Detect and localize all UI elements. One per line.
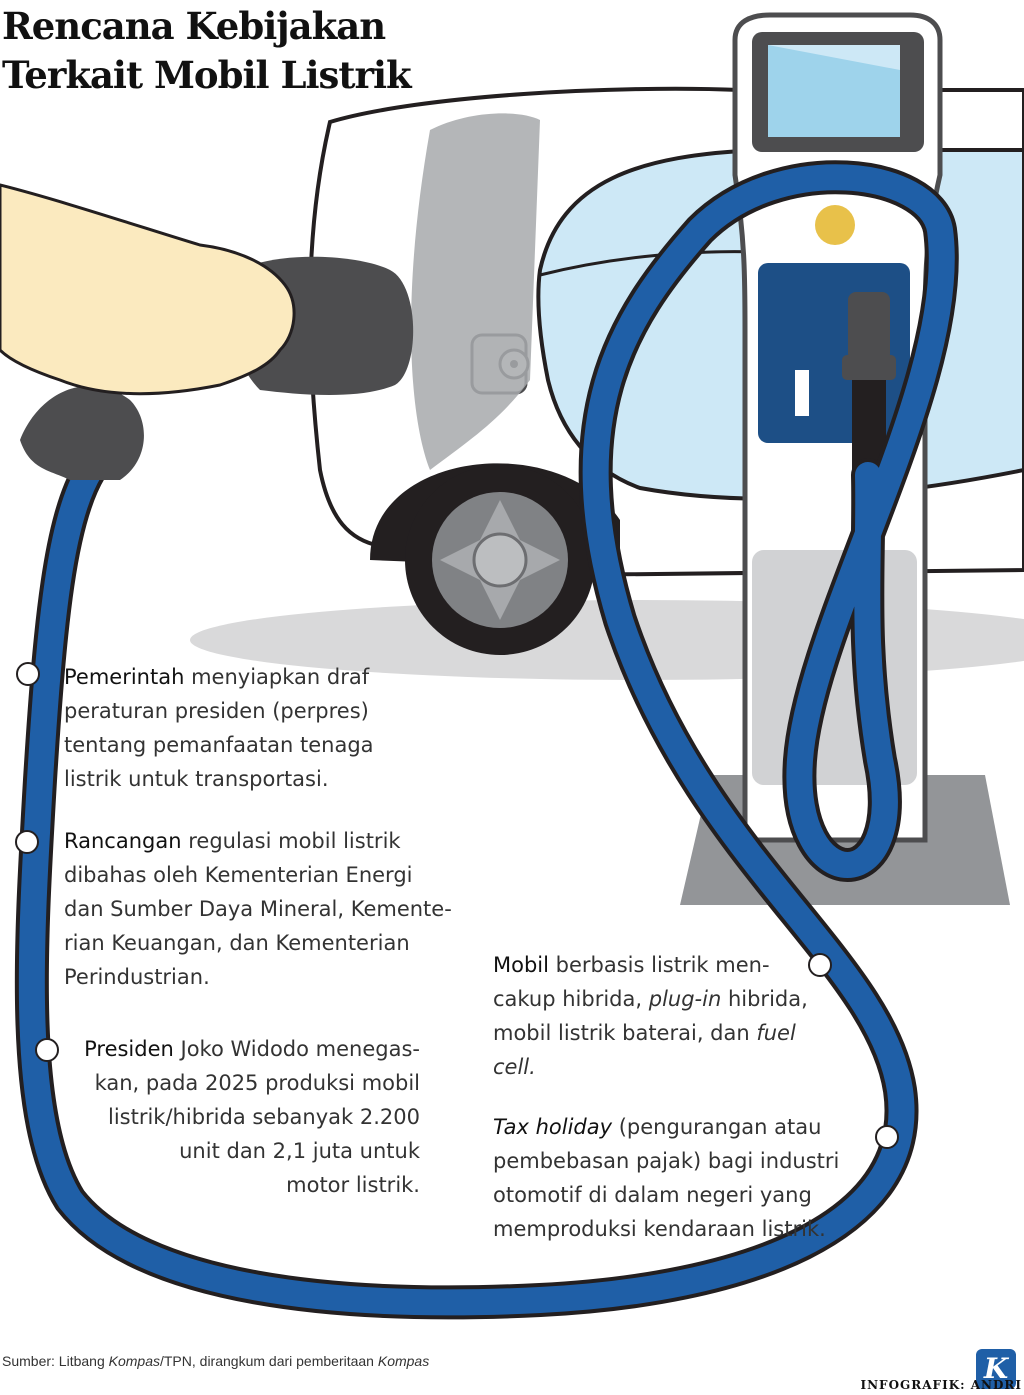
bullet-dot <box>16 831 38 853</box>
panel-slot <box>795 370 809 416</box>
indicator-light <box>815 205 855 245</box>
point-pemerintah: Pemerintah menyiapkan draf peraturan presiden (perpres) tentang pemanfaatan tenaga listrik untuk transportasi. <box>64 665 374 791</box>
point-rancangan: Rancangan regulasi mobil listrik dibahas oleh Kementerian Energi dan Sumber Daya Mineral, Kemente- rian Keuangan, dan Kementerian Perindustrian. <box>64 829 452 989</box>
point-mobil: Mobil berbasis listrik men- cakup hibrida, plug-in hibrida, mobil listrik baterai, dan fuel cell. <box>493 953 808 1079</box>
page-title <box>2 2 411 100</box>
bullet-dot <box>809 954 831 976</box>
point-presiden: Presiden Joko Widodo menegas- kan, pada 2025 produksi mobil listrik/hibrida sebanyak 2.200 unit dan 2,1 juta untuk motor listrik. <box>84 1037 420 1197</box>
bullet-dot <box>17 663 39 685</box>
point-lead: Presiden <box>84 1037 174 1061</box>
title-line-2: Terkait Mobil Listrik <box>2 53 411 97</box>
point-tax-holiday: Tax holiday (pengurangan atau pembebasan pajak) bagi industri otomotif di dalam negeri yang memproduksi kendaraan listrik. <box>493 1115 840 1241</box>
point-lead: Rancangan <box>64 829 182 853</box>
title-line-1: Rencana Kebijakan <box>2 4 386 48</box>
point-lead: Mobil <box>493 953 549 977</box>
holstered-connector <box>848 292 890 362</box>
kompas-logo: K <box>976 1349 1016 1389</box>
connector-grip <box>20 386 144 480</box>
hand <box>0 185 294 394</box>
point-lead: Tax holiday <box>493 1115 613 1139</box>
source-note: Sumber: Litbang Kompas/TPN, dirangkum dari pemberitaan Kompas <box>2 1353 430 1369</box>
infographic-credit: INFOGRAFIK: ANDRI <box>860 1378 1022 1392</box>
bullet-dot <box>36 1039 58 1061</box>
bullet-dot <box>876 1126 898 1148</box>
point-lead: Pemerintah <box>64 665 185 689</box>
